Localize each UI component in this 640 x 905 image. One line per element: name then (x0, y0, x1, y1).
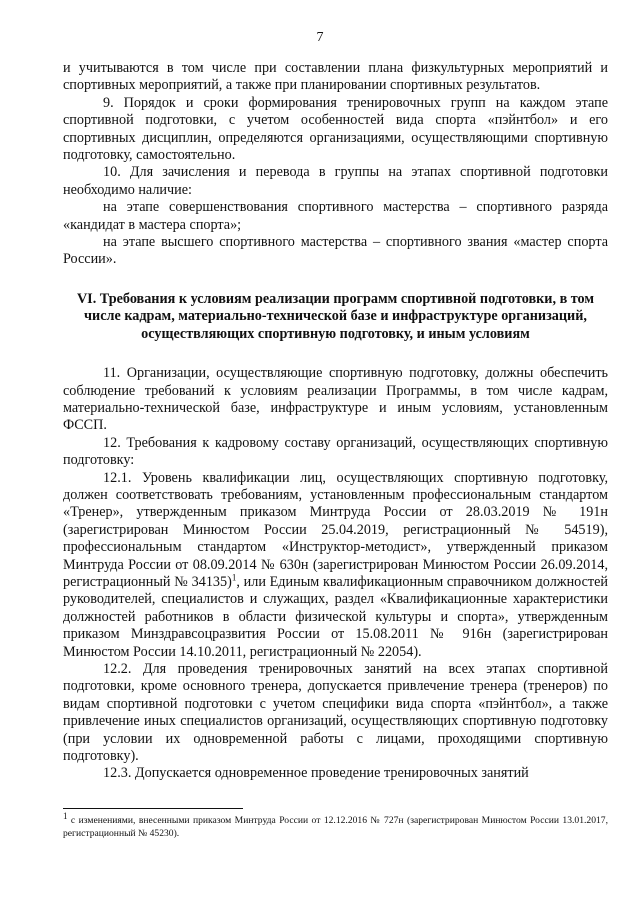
paragraph-12-2: 12.2. Для проведения тренировочных занятий на всех этапах спортивной подготовки, кроме основного тренера, допускается привлечение тренера (тренеров) по видам спортивной подготовки с учетом специфики вида спорта «пэйнтбол», а также привлечение иных специалистов организаций, осуществляющих спортивную подготовку (при условии их одновременной работы с лицами, проходящими спортивную подготовку). (63, 661, 608, 765)
footnote-reference: 1 (231, 572, 237, 583)
paragraph-12-1-text-b: , или Единым квалификационным справочником должностей руководителей, специалистов и служащих, раздел «Квалификационные характеристики должностей работников в области физической культуры и спорта», утвержденным приказом Минздравсоцразвития России от 15.08.2011 № 916н (зарегистрирован Минюстом России 14.10.2011, регистрационный № 22054). (63, 573, 609, 660)
footnote-text: с изменениями, внесенными приказом Минтруда России от 12.12.2016 № 727н (зарегистрирован Минюстом России 13.01.2017, регистрационный № 45230). (63, 815, 608, 839)
footnote (63, 810, 608, 840)
paragraph-12-3: 12.3. Допускается одновременное проведение тренировочных занятий (103, 765, 529, 782)
paragraph-12-1 (63, 470, 608, 661)
footnote-area (63, 808, 608, 840)
footnote-divider (63, 808, 243, 809)
paragraph-10-item-2: на этапе высшего спортивного мастерства – спортивного звания «мастер спорта России». (63, 234, 608, 268)
section-heading: VI. Требования к условиям реализации программ спортивной подготовки, в том числе кадрам, материально-технической базе и инфраструктуре организаций, осуществляющих спортивную подготовку, и иным условиям (76, 290, 595, 342)
paragraph-10: 10. Для зачисления и перевода в группы на этапах спортивной подготовки необходимо наличие: (63, 164, 608, 198)
paragraph-continuation: и учитываются в том числе при составлении плана физкультурных мероприятий и спортивных мероприятий, а также при планировании спортивных результатов. (63, 60, 608, 94)
page-number: 7 (316, 30, 324, 45)
paragraph-10-item-1: на этапе совершенствования спортивного мастерства – спортивного разряда «кандидат в мастера спорта»; (63, 199, 608, 233)
paragraph-12-1-text-a: 12.1. Уровень квалификации лиц, осуществляющих спортивную подготовку, должен соответствовать требованиям, установленным профессиональным стандартом «Тренер», утвержденным приказом Минтруда России от 28.03.2019 № 191н (зарегистрирован Минюстом России 25.04.2019, регистрационный № 54519), профессиональным стандартом «Инструктор-методист», утвержденный приказом Минтруда России от 08.09.2014 № 630н (зарегистрирован Минюстом России 26.09.2014, регистрационный № 34135) (63, 469, 608, 590)
document-body (63, 60, 608, 783)
paragraph-11: 11. Организации, осуществляющие спортивную подготовку, должны обеспечить соблюдение требований к условиям реализации Программы, в том числе кадрам, материально-технической базе, инфраструктуре и иным условиям, установленным ФССП. (63, 365, 608, 434)
paragraph-9: 9. Порядок и сроки формирования тренировочных групп на каждом этапе спортивной подготовки, с учетом особенностей вида спорта «пэйнтбол» и его спортивных дисциплин, определяются организациями, осуществляющими спортивную подготовку, самостоятельно. (63, 94, 608, 164)
paragraph-12: 12. Требования к кадровому составу организаций, осуществляющих спортивную подготовку: (63, 434, 608, 469)
footnote-marker: 1 (63, 810, 68, 821)
